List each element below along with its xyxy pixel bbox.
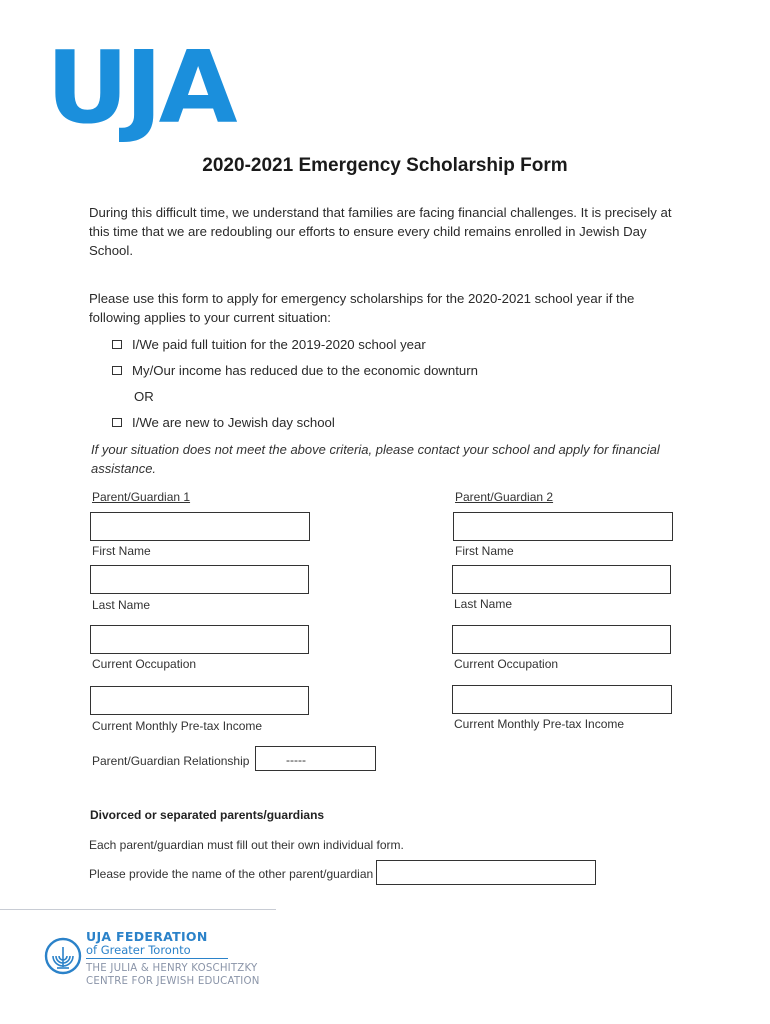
menorah-icon — [44, 937, 82, 975]
federation-name: UJA FEDERATION — [86, 929, 208, 944]
other-parent-label: Please provide the name of the other parent/guardian — [89, 867, 374, 881]
or-label: OR — [134, 389, 154, 404]
criteria-note: If your situation does not meet the above criteria, please contact your school and apply for financial assistance. — [91, 442, 660, 476]
intro-paragraph: During this difficult time, we understand that families are facing financial challenges. It is precisely at this time that we are redoubling our efforts to ensure every child remains enrolled in Jewish Day School. — [89, 205, 672, 258]
federation-sub: of Greater Toronto — [86, 943, 191, 957]
instructions-paragraph: Please use this form to apply for emergency scholarships for the 2020-2021 school year if the following applies to your current situation: — [89, 291, 635, 325]
criteria-item-income-reduced[interactable] — [112, 363, 478, 378]
relationship-label: Parent/Guardian Relationship — [92, 754, 250, 768]
federation-rule — [86, 958, 228, 959]
parent1-last-name-label: Last Name — [92, 598, 151, 612]
criteria-item-new-to-school[interactable] — [112, 415, 335, 430]
divorced-text: Each parent/guardian must fill out their own individual form. — [89, 838, 404, 852]
parent2-occupation-input[interactable] — [452, 625, 671, 654]
parent2-last-name-label: Last Name — [454, 597, 513, 611]
checkbox[interactable] — [112, 418, 122, 427]
parent2-income-input[interactable] — [452, 685, 672, 714]
parent2-heading: Parent/Guardian 2 — [455, 490, 554, 504]
parent1-first-name-input[interactable] — [90, 512, 310, 541]
form-title: 2020-2021 Emergency Scholarship Form — [202, 155, 568, 176]
criteria-label: My/Our income has reduced due to the economic downturn — [132, 363, 478, 378]
parent1-heading: Parent/Guardian 1 — [92, 490, 191, 504]
parent2-occupation-label: Current Occupation — [454, 657, 559, 671]
parent2-first-name-input[interactable] — [453, 512, 673, 541]
parent2-last-name-input[interactable] — [452, 565, 671, 594]
relationship-select[interactable]: ----- — [255, 746, 376, 771]
parent1-occupation-input[interactable] — [90, 625, 309, 654]
parent1-occupation-label: Current Occupation — [92, 657, 197, 671]
criteria-item-full-tuition[interactable] — [112, 337, 426, 352]
criteria-label: I/We are new to Jewish day school — [132, 415, 335, 430]
parent1-last-name-input[interactable] — [90, 565, 309, 594]
uja-logo: UJA — [46, 29, 234, 146]
criteria-label: I/We paid full tuition for the 2019-2020 school year — [132, 337, 426, 352]
checkbox[interactable] — [112, 340, 122, 349]
centre-name-line1: THE JULIA & HENRY KOSCHITZKY — [86, 963, 258, 974]
footer-divider — [0, 909, 276, 910]
centre-name-line2: CENTRE FOR JEWISH EDUCATION — [86, 976, 260, 987]
divorced-heading: Divorced or separated parents/guardians — [90, 808, 325, 822]
checkbox[interactable] — [112, 366, 122, 375]
other-parent-name-input[interactable] — [376, 860, 596, 885]
parent1-income-input[interactable] — [90, 686, 309, 715]
parent2-first-name-label: First Name — [455, 544, 514, 558]
parent2-income-label: Current Monthly Pre-tax Income — [454, 717, 625, 731]
parent1-first-name-label: First Name — [92, 544, 151, 558]
parent1-income-label: Current Monthly Pre-tax Income — [92, 719, 263, 733]
